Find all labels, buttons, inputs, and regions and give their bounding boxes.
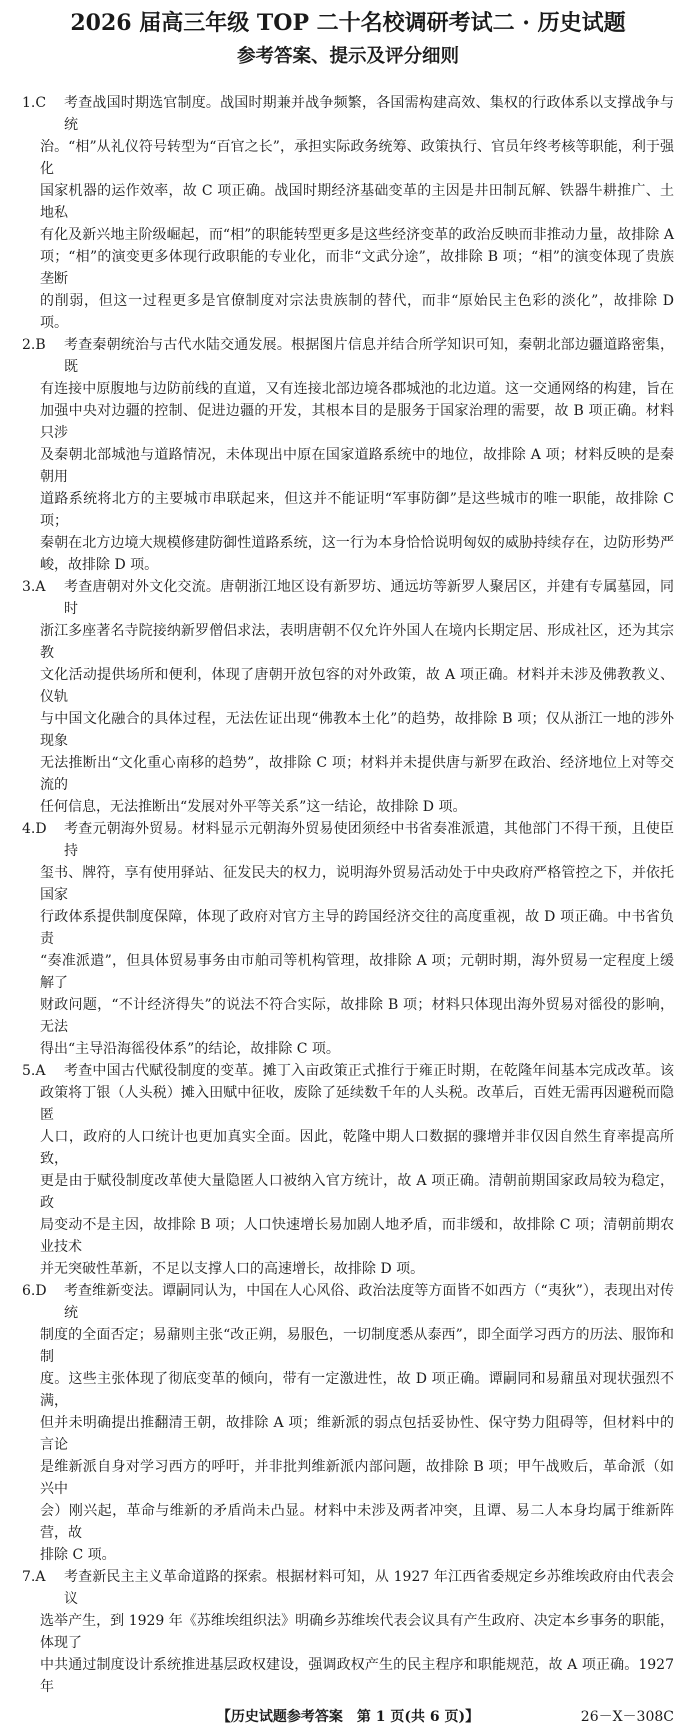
answer-line: 任何信息，无法推断出“发展对外平等关系”这一结论，故排除 D 项。 xyxy=(40,799,467,815)
answer-label: 1.C xyxy=(22,95,47,111)
answer-line: 项；“相”的演变更多体现行政职能的专业化，而非“文武分途”，故排除 B 项；“相”的演变体现了贵族垄断 xyxy=(40,249,674,287)
answer-item xyxy=(22,1060,674,1280)
answer-line: 制度的全面否定；易鼐则主张“改正朔，易服色，一切制度悉从泰西”，即全面学习西方的历法、服饰和制 xyxy=(40,1327,674,1365)
footer-page-label: 【历史试题参考答案 第 1 页(共 6 页)】 xyxy=(216,1709,480,1725)
answer-line: 及秦朝北部城池与道路情况，未体现出中原在国家道路系统中的地位，故排除 A 项；材料反映的是秦朝用 xyxy=(40,447,674,485)
answer-label: 4.D xyxy=(22,821,47,837)
answer-line: 有连接中原腹地与边防前线的直道，又有连接北部边境各郡城池的北边道。这一交通网络的构建，旨在 xyxy=(40,381,674,397)
answer-line: 考查战国时期选官制度。战国时期兼并战争频繁，各国需构建高效、集权的行政体系以支撑战争与统 xyxy=(64,95,674,133)
answer-line: 与中国文化融合的具体过程，无法佐证出现“佛教本土化”的趋势，故排除 B 项；仅从浙江一地的涉外现象 xyxy=(40,711,674,749)
answer-line: 更是由于赋役制度改革使大量隐匿人口被纳入官方统计，故 A 项正确。清朝前期国家政局较为稳定，政 xyxy=(40,1173,674,1211)
answer-line: 局变动不是主因，故排除 B 项；人口快速增长易加剧人地矛盾，而非缓和，故排除 C 项；清朝前期农业技术 xyxy=(40,1217,674,1255)
document-subtitle: 参考答案、提示及评分细则 xyxy=(236,46,459,67)
answer-line: 加强中央对边疆的控制、促进边疆的开发，其根本目的是服务于国家治理的需要，故 B 项正确。材料只涉 xyxy=(40,403,674,441)
answer-line: 道路系统将北方的主要城市串联起来，但这并不能证明“军事防御”是这些城市的唯一职能，故排除 C 项； xyxy=(40,491,674,529)
answer-line: 考查中国古代赋役制度的变革。摊丁入亩政策正式推行于雍正时期，在乾隆年间基本完成改革。该 xyxy=(64,1063,674,1079)
answer-item xyxy=(22,1280,674,1566)
answer-line: 浙江多座著名寺院接纳新罗僧侣求法，表明唐朝不仅允许外国人在境内长期定居、形成社区，还为其宗教 xyxy=(40,623,674,661)
answer-line: 考查唐朝对外文化交流。唐朝浙江地区设有新罗坊、通远坊等新罗人聚居区，并建有专属墓园，同时 xyxy=(64,579,674,617)
answer-line: 并无突破性革新，不足以支撑人口的高速增长，故排除 D 项。 xyxy=(40,1261,425,1277)
answer-line: 人口，政府的人口统计也更加真实全面。因此，乾隆中期人口数据的骤增并非仅因自然生育率提高所致， xyxy=(40,1129,674,1167)
answer-line: 中共通过制度设计系统推进基层政权建设，强调政权产生的民主程序和职能规范，故 A 项正确。1927 年 xyxy=(40,1657,674,1695)
answer-item xyxy=(22,818,674,1060)
answer-item xyxy=(22,334,674,576)
answer-list xyxy=(22,92,674,1698)
answer-label: 7.A xyxy=(22,1569,46,1585)
answer-line: 但并未明确提出推翻清王朝，故排除 A 项；维新派的弱点包括妥协性、保守势力阻碍等，但材料中的言论 xyxy=(40,1415,674,1453)
answer-line: 选举产生，到 1929 年《苏维埃组织法》明确乡苏维埃代表会议具有产生政府、决定本乡事务的职能，体现了 xyxy=(40,1613,674,1651)
answer-line: 考查维新变法。谭嗣同认为，中国在人心风俗、政治法度等方面皆不如西方（“夷狄”），表现出对传统 xyxy=(64,1283,674,1321)
answer-item xyxy=(22,92,674,334)
answer-label: 2.B xyxy=(22,337,46,353)
answer-line: 考查秦朝统治与古代水陆交通发展。根据图片信息并结合所学知识可知，秦朝北部边疆道路密集，既 xyxy=(64,337,674,375)
answer-line: 政策将丁银（人头税）摊入田赋中征收，废除了延续数千年的人头税。改革后，百姓无需再因避税而隐匿 xyxy=(40,1085,674,1123)
page-footer xyxy=(0,1706,696,1728)
answer-line: 无法推断出“文化重心南移的趋势”，故排除 C 项；材料并未提供唐与新罗在政治、经济地位上对等交流的 xyxy=(40,755,674,793)
answer-item xyxy=(22,576,674,818)
answer-label: 3.A xyxy=(22,579,46,595)
answer-line: 的削弱，但这一过程更多是官僚制度对宗法贵族制的替代，而非“原始民主色彩的淡化”，故排除 D 项。 xyxy=(40,293,674,331)
answer-line: 财政问题，“不计经济得失”的说法不符合实际，故排除 B 项；材料只体现出海外贸易对徭役的影响，无法 xyxy=(40,997,674,1035)
answer-line: 国家机器的运作效率，故 C 项正确。战国时期经济基础变革的主因是井田制瓦解、铁器牛耕推广、土地私 xyxy=(40,183,674,221)
answer-line: 是维新派自身对学习西方的呼吁，并非批判维新派内部问题，故排除 B 项；甲午战败后，革命派（如兴中 xyxy=(40,1459,674,1497)
answer-line: 得出“主导沿海徭役体系”的结论，故排除 C 项。 xyxy=(40,1041,340,1057)
answer-line: 治。“相”从礼仪符号转型为“百官之长”，承担实际政务统筹、政策执行、官员年终考核等职能，利于强化 xyxy=(40,139,674,177)
answer-line: 峻，故排除 D 项。 xyxy=(40,557,159,573)
answer-line: “奏准派遣”，但具体贸易事务由市舶司等机构管理，故排除 A 项；元朝时期，海外贸易一定程度上缓解了 xyxy=(40,953,674,991)
answer-label: 5.A xyxy=(22,1063,46,1079)
answer-line: 秦朝在北方边境大规模修建防御性道路系统，这一行为本身恰恰说明匈奴的威胁持续存在，边防形势严 xyxy=(40,535,674,551)
answer-line: 会）刚兴起，革命与维新的矛盾尚未凸显。材料中未涉及两者冲突，且谭、易二人本身均属于维新阵营，故 xyxy=(40,1503,674,1541)
answer-line: 排除 C 项。 xyxy=(40,1547,116,1563)
answer-line: 有化及新兴地主阶级崛起，而“相”的职能转型更多是这些经济变革的政治反映而非推动力量，故排除 A xyxy=(40,227,674,243)
answer-line: 玺书、牌符，享有使用驿站、征发民夫的权力，说明海外贸易活动处于中央政府严格管控之下，并依托国家 xyxy=(40,865,674,903)
document-title: 2026 届高三年级 TOP 二十名校调研考试二 · 历史试题 xyxy=(70,10,626,36)
footer-code: 26－X－308C xyxy=(580,1709,674,1725)
answer-line: 文化活动提供场所和便利，体现了唐朝开放包容的对外政策，故 A 项正确。材料并未涉及佛教教义、仪轨 xyxy=(40,667,674,705)
answer-line: 考查新民主主义革命道路的探索。根据材料可知，从 1927 年江西省委规定乡苏维埃政府由代表会议 xyxy=(64,1569,674,1607)
answer-line: 度。这些主张体现了彻底变革的倾向，带有一定激进性，故 D 项正确。谭嗣同和易鼐虽对现状强烈不满， xyxy=(40,1371,674,1409)
answer-line: 考查元朝海外贸易。材料显示元朝海外贸易使团须经中书省奏准派遣，其他部门不得干预，且使臣持 xyxy=(64,821,674,859)
answer-line: 行政体系提供制度保障，体现了政府对官方主导的跨国经济交往的高度重视，故 D 项正确。中书省负责 xyxy=(40,909,674,947)
answer-label: 6.D xyxy=(22,1283,47,1299)
answer-item xyxy=(22,1566,674,1698)
